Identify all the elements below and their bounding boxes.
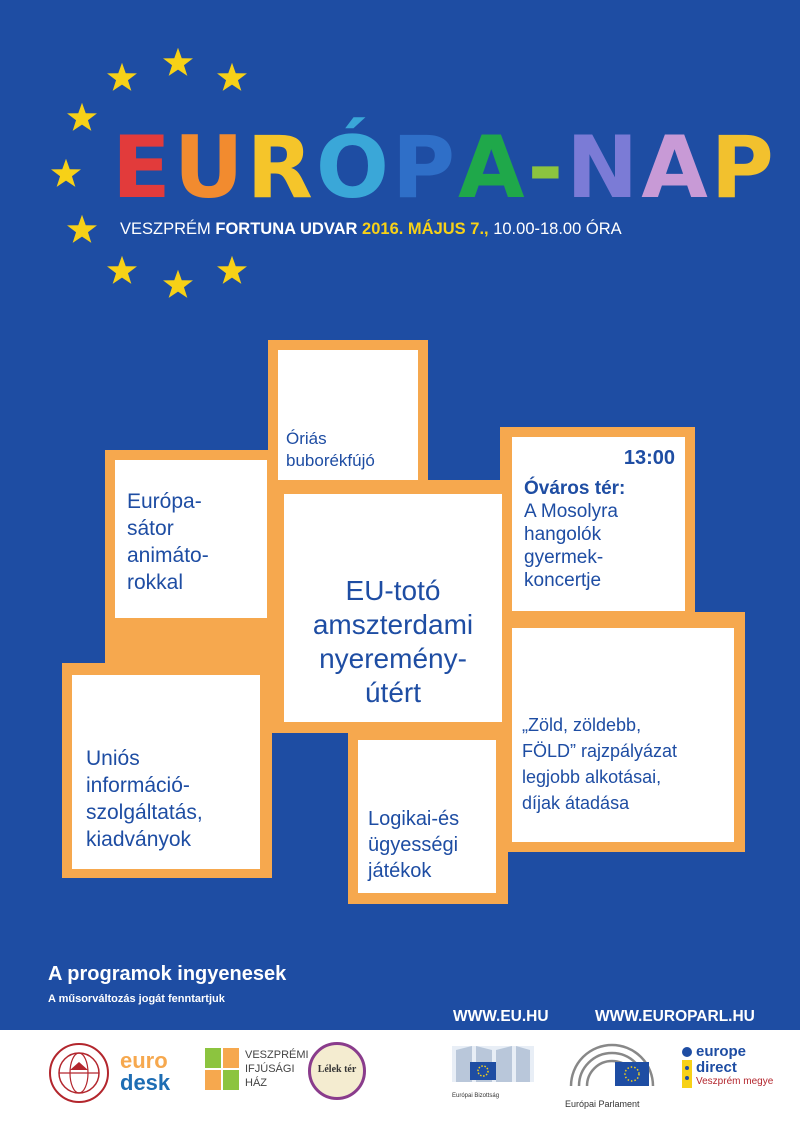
tent-line: animáto- (127, 544, 209, 567)
parliament-hemicycle-icon (565, 1040, 659, 1090)
title-letter: A (457, 118, 528, 218)
sponsor-footer (0, 1030, 800, 1132)
program-logic (358, 740, 496, 893)
program-contest (512, 628, 734, 842)
toto-line: amszterdami (312, 609, 474, 640)
ifjusagi-haz-logo (205, 1048, 309, 1097)
program-toto (284, 494, 502, 722)
star-icon (105, 254, 139, 288)
title-letter: N (566, 118, 642, 218)
ed-word-1: europe (696, 1043, 747, 1060)
tent-line: rokkal (127, 571, 184, 594)
logic-line: játékok (368, 860, 432, 882)
subtitle-venue: FORTUNA UDVAR (215, 220, 358, 238)
concert-line: koncertje (524, 570, 602, 591)
youth-house-icon (205, 1048, 241, 1092)
concert-line: gyermek- (524, 547, 604, 568)
europe-direct-mark-icon (680, 1044, 694, 1094)
program-bubble (278, 350, 418, 480)
title-letter: Ó (315, 118, 392, 218)
tent-line: Európa- (127, 490, 202, 513)
european-commission-logo (452, 1044, 534, 1102)
star-icon (49, 157, 83, 191)
contest-line: „Zöld, zöldebb, (522, 715, 642, 735)
concert-time: 13:00 (623, 447, 675, 469)
chamber-seal-logo (48, 1042, 110, 1104)
ifjusagi-line-3: HÁZ (245, 1077, 267, 1089)
concert-line: hangolók (524, 524, 602, 545)
subtitle-city: VESZPRÉM (120, 220, 211, 238)
event-subtitle (120, 220, 622, 239)
title-letter: P (710, 118, 777, 218)
toto-line: útért (364, 677, 422, 708)
star-icon (105, 61, 139, 95)
contest-line: díjak átadása (522, 793, 630, 813)
title-letter: - (527, 118, 567, 218)
title-letter: E (112, 118, 174, 218)
star-icon (215, 61, 249, 95)
free-programs-title: A programok ingyenesek (48, 963, 287, 985)
toto-line: nyeremény- (319, 643, 467, 674)
europarl-link[interactable]: WWW.EUROPARL.HU (595, 1008, 755, 1025)
eurodesk-logo (120, 1050, 170, 1094)
star-icon (215, 254, 249, 288)
event-title (112, 118, 777, 218)
subtitle-time: 10.00-18.00 ÓRA (493, 220, 622, 238)
info-line: Uniós (86, 747, 140, 770)
star-icon (161, 268, 195, 302)
ed-word-2: direct (696, 1059, 737, 1076)
title-letter: P (391, 118, 458, 218)
concert-line: A Mosolyra (524, 501, 618, 522)
star-icon (161, 46, 195, 80)
logic-line: ügyességi (368, 834, 459, 856)
info-line: információ- (86, 774, 190, 797)
commission-label: Európai Bizottság (452, 1093, 500, 1099)
ifjusagi-line-1: VESZPRÉMI (245, 1049, 309, 1061)
eurodesk-word-2: desk (120, 1070, 171, 1095)
title-letter: A (641, 118, 711, 218)
toto-line: EU-totó (345, 575, 441, 606)
lelek-ter-logo (308, 1042, 366, 1100)
info-line: szolgáltatás, (86, 801, 203, 824)
bubble-line: buborékfújó (286, 451, 375, 470)
program-tent (115, 460, 267, 618)
info-line: kiadványok (86, 828, 192, 851)
eurodesk-word-1: euro (120, 1048, 168, 1073)
contest-line: legjobb alkotásai, (522, 767, 662, 787)
commission-building-icon (452, 1044, 534, 1086)
program-info (72, 675, 260, 869)
title-letter: U (173, 118, 247, 218)
bubble-line: Óriás (286, 429, 327, 448)
contest-line: FÖLD” rajzpályázat (522, 741, 678, 761)
title-letter: R (246, 118, 316, 218)
european-parliament-logo (565, 1040, 660, 1110)
concert-place: Óváros tér: (524, 478, 626, 499)
star-icon (65, 101, 99, 135)
lelek-ter-label: Lélek tér (317, 1064, 357, 1075)
eu-link[interactable]: WWW.EU.HU (453, 1008, 549, 1025)
logic-line: Logikai-és (368, 808, 460, 830)
program-change-note: A műsorváltozás jogát fenntartjuk (48, 993, 225, 1005)
parliament-label: Európai Parlament (565, 1099, 640, 1109)
star-icon (65, 213, 99, 247)
tent-line: sátor (127, 517, 174, 540)
ed-region: Veszprém megye (696, 1076, 774, 1087)
subtitle-date: 2016. MÁJUS 7., (362, 220, 489, 238)
program-concert (512, 437, 685, 611)
ifjusagi-line-2: IFJÚSÁGI (245, 1063, 295, 1075)
